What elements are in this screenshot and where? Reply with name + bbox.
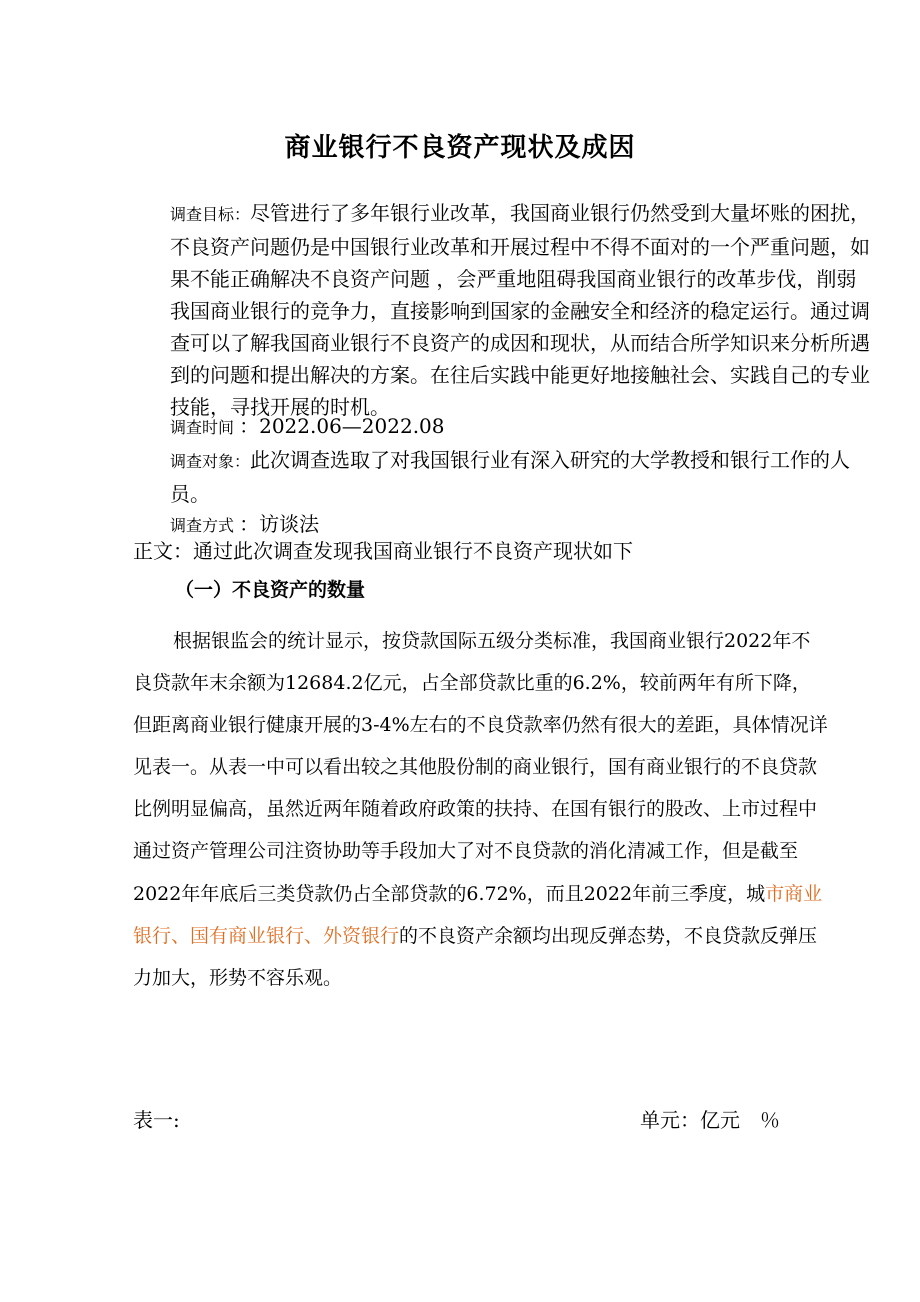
survey-method-text: ：访谈法 xyxy=(239,512,320,536)
body-intro: 正文：通过此次调查发现我国商业银行不良资产现状如下 xyxy=(133,539,633,563)
main-paragraph-highlight: 市商业银行、国有商业银行、外资银行 xyxy=(133,882,823,947)
survey-objective xyxy=(133,197,875,423)
survey-time-text: ：2022.06—2022.08 xyxy=(239,414,445,438)
survey-target-label: 调查对象： xyxy=(170,452,251,471)
section-heading: （一）不良资产的数量 xyxy=(175,579,366,601)
table-label: 表一: xyxy=(133,1108,180,1132)
survey-time-label: 调查时间 xyxy=(170,418,240,437)
survey-target xyxy=(133,444,875,510)
survey-method-label: 调查方式 xyxy=(170,516,240,535)
survey-objective-label: 调查目标： xyxy=(170,205,251,224)
unit-label: 单元：亿元 ％ xyxy=(640,1108,780,1132)
main-paragraph-part2: 的不良资产余额均出现反弹态势，不良贷款反弹压力加大，形势不容乐观。 xyxy=(133,924,818,989)
survey-target-text: 此次调查选取了对我国银行业有深入研究的大学教授和银行工作的人员。 xyxy=(170,448,851,506)
page-title: 商业银行不良资产现状及成因 xyxy=(284,133,636,163)
survey-objective-text: 尽管进行了多年银行业改革，我国商业银行仍然受到大量坏账的困扰，不良资产问题仍是中国银行业改革和开展过程中不得不面对的一个严重问题，如果不能正确解决不良资产问题 ，会严重地阻碍我国商业银行的改革步伐，削弱我国商业银行的竞争力，直接影响到国家的金融安全和经济的稳定运行。通过调查可以了解我国商业银行不良资产的成因和现状，从而结合所学知识来分析所遇到的问题和提出解决的方案。在往后实践中能更好地接触社会、实践自己的专业技能，寻找开展的时机。 xyxy=(170,201,871,419)
main-paragraph-part1: 根据银监会的统计显示，按贷款国际五级分类标准，我国商业银行2022年不良贷款年末余额为12684.2亿元，占全部贷款比重的6.2%，较前两年有所下降，但距离商业银行健康开展的3-4%左右的不良贷款率仍然有很大的差距，具体情况详见表一。从表一中可以看出较之其他股份制的商业银行，国有商业银行的不良贷款比例明显偏高，虽然近两年随着政府政策的扶持、在国有银行的股改、上市过程中通过资产管理公司注资协助等手段加大了对不良贷款的消化清减工作，但是截至2022年年底后三类贷款仍占全部贷款的6.72%，而且2022年前三季度，城 xyxy=(133,630,828,905)
survey-time xyxy=(133,410,875,444)
main-paragraph xyxy=(133,620,828,999)
